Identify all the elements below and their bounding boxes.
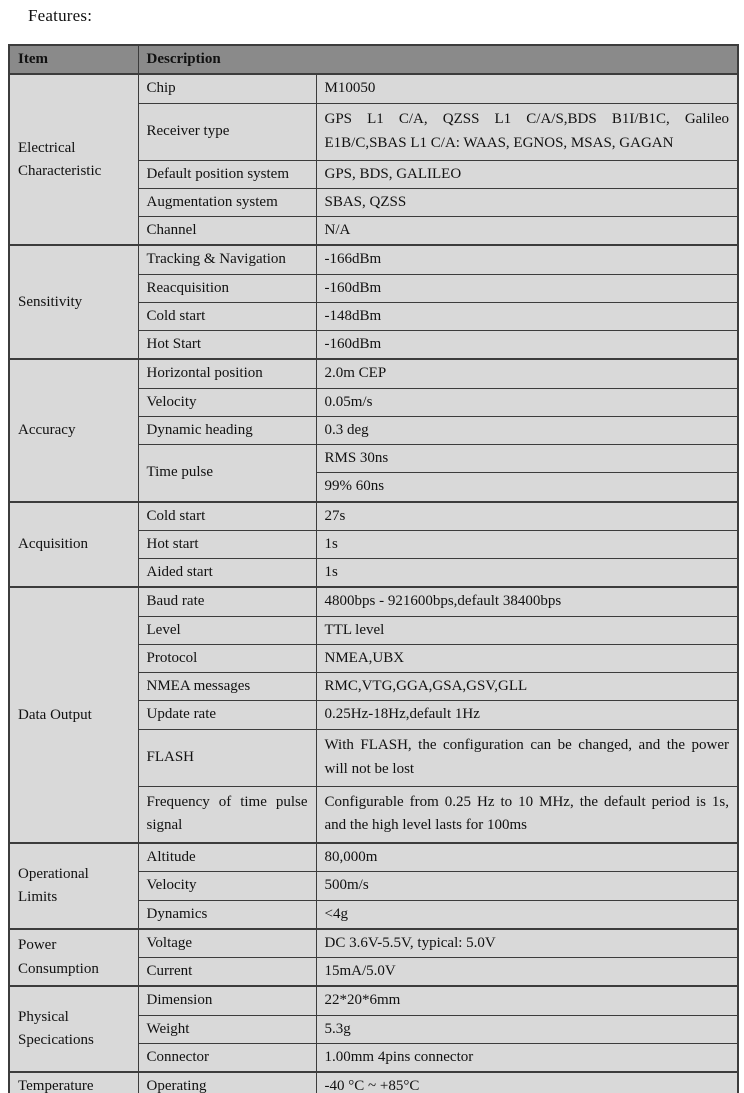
spec-label-cell: Channel xyxy=(138,217,316,246)
spec-label-cell: FLASH xyxy=(138,729,316,786)
spec-label-cell: Altitude xyxy=(138,843,316,872)
spec-value-cell: With FLASH, the configuration can be changed, and the power will not be lost xyxy=(316,729,738,786)
spec-value-cell: 4800bps - 921600bps,default 38400bps xyxy=(316,587,738,616)
spec-label-cell: Cold start xyxy=(138,302,316,330)
spec-label-cell: Hot start xyxy=(138,530,316,558)
spec-value-cell: -160dBm xyxy=(316,274,738,302)
spec-value-cell: 0.3 deg xyxy=(316,416,738,444)
spec-label-cell: Horizontal position xyxy=(138,359,316,388)
page-heading: Features: xyxy=(28,6,93,25)
spec-row xyxy=(9,1072,738,1093)
table-header-description: Description xyxy=(138,45,738,74)
spec-value-cell: 5.3g xyxy=(316,1015,738,1043)
spec-value-cell: -166dBm xyxy=(316,245,738,274)
spec-label-cell: Weight xyxy=(138,1015,316,1043)
table-header-row xyxy=(9,45,738,74)
spec-row xyxy=(9,245,738,274)
spec-label-cell: Operating xyxy=(138,1072,316,1093)
spec-value-cell: Configurable from 0.25 Hz to 10 MHz, the default period is 1s, and the high level lasts for 100ms xyxy=(316,786,738,843)
spec-label-cell: NMEA messages xyxy=(138,673,316,701)
spec-label-cell: Dynamics xyxy=(138,900,316,929)
spec-value-cell: TTL level xyxy=(316,616,738,644)
spec-label-cell: Augmentation system xyxy=(138,188,316,216)
spec-value-cell: 15mA/5.0V xyxy=(316,958,738,987)
spec-label-cell: Current xyxy=(138,958,316,987)
spec-value-cell: RMS 30ns xyxy=(316,445,738,473)
spec-label-cell: Receiver type xyxy=(138,103,316,160)
spec-row xyxy=(9,843,738,872)
spec-value-cell: -148dBm xyxy=(316,302,738,330)
spec-value-cell: -40 °C ~ +85°C xyxy=(316,1072,738,1093)
spec-row xyxy=(9,986,738,1015)
spec-label-cell: Dimension xyxy=(138,986,316,1015)
spec-label-cell: Hot Start xyxy=(138,331,316,360)
section-item-cell-physical-specications: Physical Specications xyxy=(9,986,138,1072)
spec-label-cell: Default position system xyxy=(138,160,316,188)
spec-label-cell: Connector xyxy=(138,1043,316,1072)
spec-value-cell: <4g xyxy=(316,900,738,929)
section-item-cell-acquisition: Acquisition xyxy=(9,502,138,588)
spec-value-cell: GPS L1 C/A, QZSS L1 C/A/S,BDS B1I/B1C, Galileo E1B/C,SBAS L1 C/A: WAAS, EGNOS, MSAS, GAGAN xyxy=(316,103,738,160)
section-item-cell-data-output: Data Output xyxy=(9,587,138,843)
spec-value-cell: 0.05m/s xyxy=(316,388,738,416)
section-item-cell-power-consumption: Power Consumption xyxy=(9,929,138,987)
spec-row xyxy=(9,929,738,958)
spec-value-cell: 80,000m xyxy=(316,843,738,872)
spec-label-cell: Baud rate xyxy=(138,587,316,616)
section-item-cell-temperature: Temperature xyxy=(9,1072,138,1093)
spec-value-cell: 1s xyxy=(316,530,738,558)
spec-value-cell: DC 3.6V-5.5V, typical: 5.0V xyxy=(316,929,738,958)
features-spec-table xyxy=(8,44,739,1093)
spec-value-cell: 99% 60ns xyxy=(316,473,738,502)
spec-row xyxy=(9,74,738,103)
spec-label-cell: Cold start xyxy=(138,502,316,531)
spec-value-cell: -160dBm xyxy=(316,331,738,360)
spec-label-cell: Level xyxy=(138,616,316,644)
spec-value-cell: 22*20*6mm xyxy=(316,986,738,1015)
spec-label-cell: Velocity xyxy=(138,388,316,416)
section-item-cell-operational-limits: Operational Limits xyxy=(9,843,138,929)
spec-label-cell: Tracking & Navigation xyxy=(138,245,316,274)
spec-label-cell: Time pulse xyxy=(138,445,316,502)
spec-value-cell: NMEA,UBX xyxy=(316,644,738,672)
spec-label-cell: Protocol xyxy=(138,644,316,672)
spec-label-cell: Dynamic heading xyxy=(138,416,316,444)
spec-label-cell: Voltage xyxy=(138,929,316,958)
spec-row xyxy=(9,502,738,531)
spec-value-cell: 500m/s xyxy=(316,872,738,900)
spec-value-cell: N/A xyxy=(316,217,738,246)
spec-label-cell: Aided start xyxy=(138,559,316,588)
table-header-item: Item xyxy=(9,45,138,74)
spec-value-cell: 1s xyxy=(316,559,738,588)
spec-value-cell: 27s xyxy=(316,502,738,531)
spec-value-cell: 1.00mm 4pins connector xyxy=(316,1043,738,1072)
spec-label-cell: Reacquisition xyxy=(138,274,316,302)
section-item-cell-electrical-characteristic: Electrical Characteristic xyxy=(9,74,138,245)
spec-value-cell: 2.0m CEP xyxy=(316,359,738,388)
spec-label-cell: Frequency of time pulse signal xyxy=(138,786,316,843)
section-item-cell-sensitivity: Sensitivity xyxy=(9,245,138,359)
spec-label-cell: Velocity xyxy=(138,872,316,900)
spec-value-cell: GPS, BDS, GALILEO xyxy=(316,160,738,188)
spec-value-cell: SBAS, QZSS xyxy=(316,188,738,216)
spec-value-cell: RMC,VTG,GGA,GSA,GSV,GLL xyxy=(316,673,738,701)
spec-label-cell: Update rate xyxy=(138,701,316,729)
spec-value-cell: 0.25Hz-18Hz,default 1Hz xyxy=(316,701,738,729)
spec-value-cell: M10050 xyxy=(316,74,738,103)
spec-label-cell: Chip xyxy=(138,74,316,103)
spec-row xyxy=(9,587,738,616)
spec-row xyxy=(9,359,738,388)
section-item-cell-accuracy: Accuracy xyxy=(9,359,138,501)
